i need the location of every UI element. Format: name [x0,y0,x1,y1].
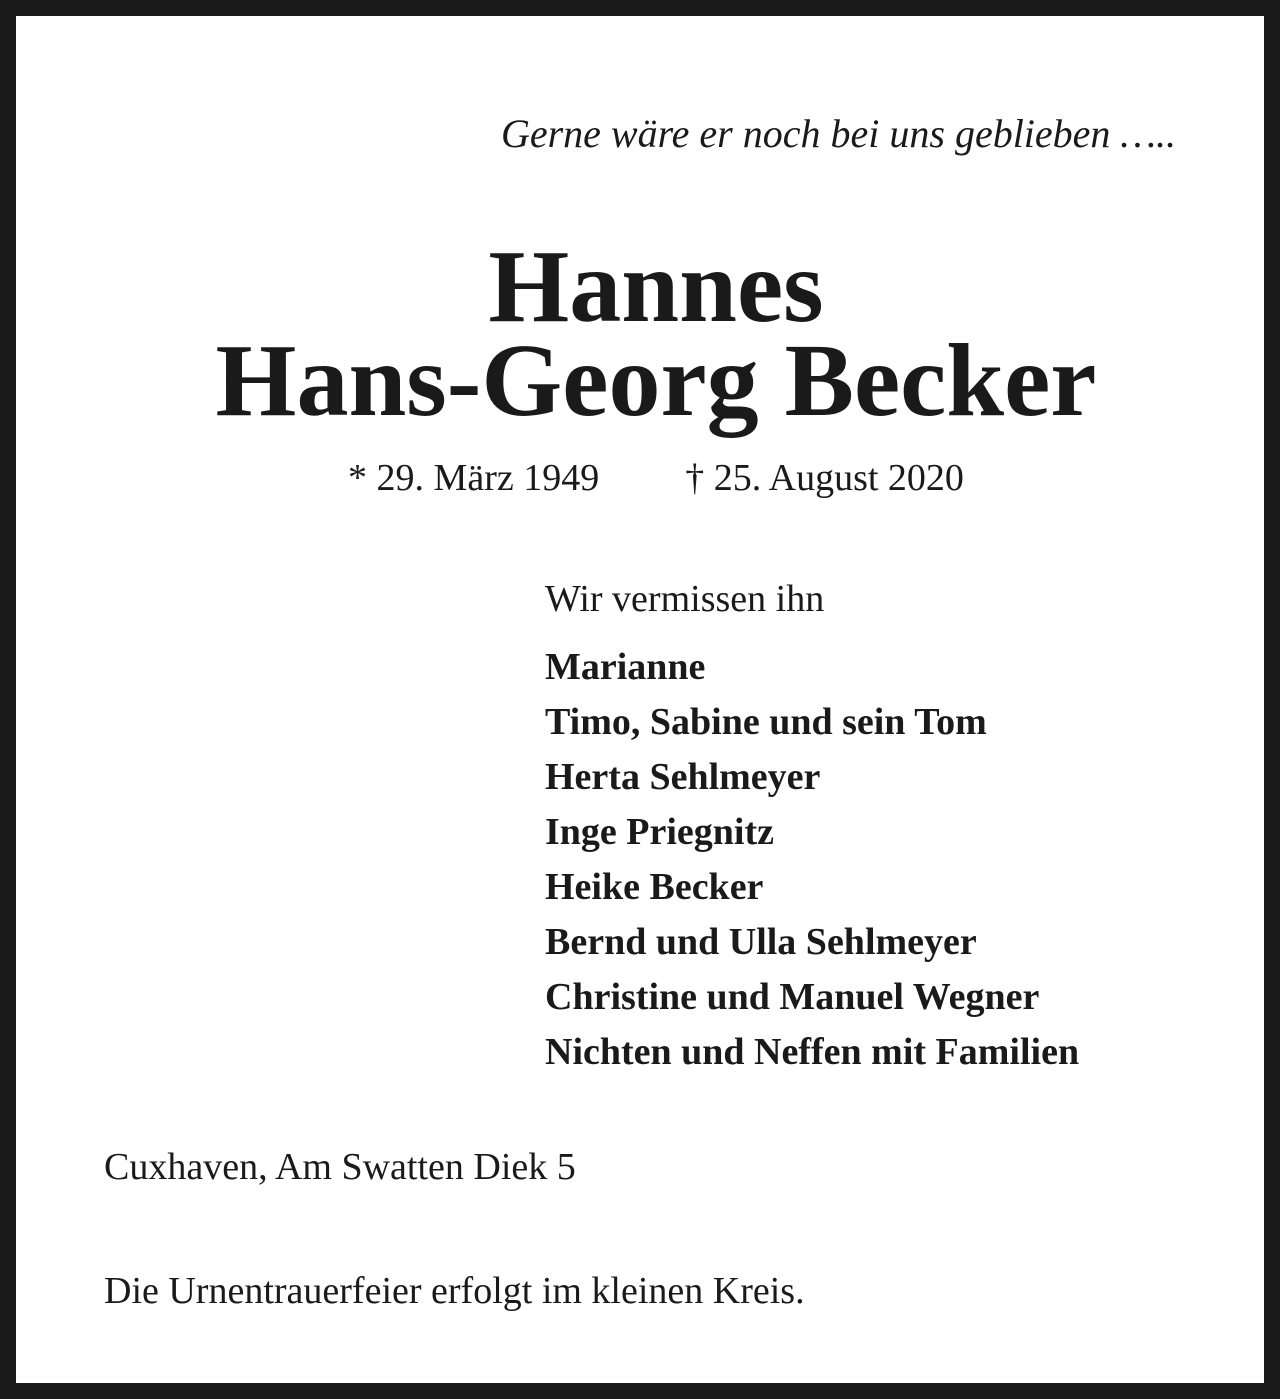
mourners-intro: Wir vermissen ihn [545,578,825,620]
motto-text: Gerne wäre er noch bei uns geblieben ….. [500,111,1176,156]
mourner-name: Inge Priegnitz [545,811,775,853]
mourners-block [545,576,1245,1080]
mourners-list [545,640,1245,1080]
mourner-name: Herta Sehlmeyer [545,756,821,798]
life-dates [16,456,1280,500]
address-text: Cuxhaven, Am Swatten Diek 5 [104,1146,576,1188]
ceremony-note: Die Urnentrauerfeier erfolgt im kleinen Kreis. [104,1270,805,1312]
birth-date: * 29. März 1949 [348,457,600,499]
death-date: † 25. August 2020 [685,457,964,499]
deceased-nickname: Hannes [488,229,824,344]
deceased-full-name: Hans-Georg Becker [215,323,1097,438]
mourner-name: Christine und Manuel Wegner [545,976,1040,1018]
mourner-name: Nichten und Neffen mit Familien [545,1031,1080,1073]
mourner-name: Heike Becker [545,866,764,908]
mourner-name: Marianne [545,646,706,688]
mourner-name: Bernd und Ulla Sehlmeyer [545,921,977,963]
mourner-name: Timo, Sabine und sein Tom [545,701,987,743]
